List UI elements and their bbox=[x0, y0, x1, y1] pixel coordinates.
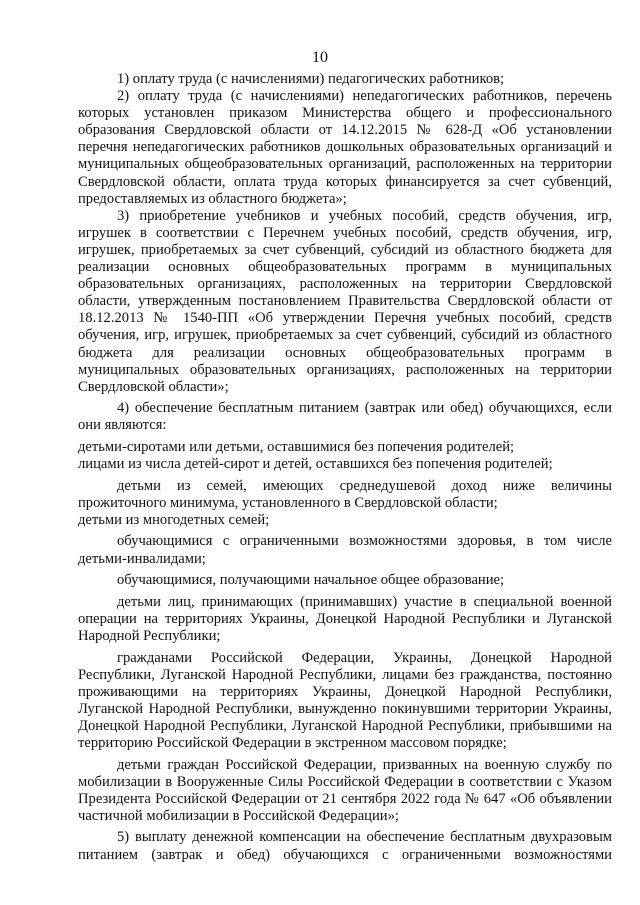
paragraph: детьми граждан Российской Федерации, призванных на военную службу по мобилизации в Вооруженные Силы Российской Федерации в соответствии с Указом Президента Российской Федерации от 21 сентября 2022 года № 647 «Об объявлении частичной мобилизации в Российской Федерации»; bbox=[78, 756, 612, 824]
paragraph: обучающимися, получающими начальное общее образование; bbox=[117, 572, 505, 589]
paragraph: обучающимися с ограниченными возможностями здоровья, в том числе детьми-инвалидами; bbox=[78, 533, 612, 567]
paragraph: гражданами Российской Федерации, Украины, Донецкой Народной Республики, Луганской Народной Республики, лицами без гражданства, постоянно проживающими на территориях Украины, Донецкой Народной Республики, Луганской Народной Республики, вынужденно покинувшими территории Украины, Донецкой Народной Республики, Луганской Народной Республики, прибывшими на территорию Российской Федерации в экстренном массовом порядке; bbox=[78, 649, 612, 751]
paragraph: 4) обеспечение бесплатным питанием (завтрак или обед) обучающихся, если они являются: bbox=[78, 400, 612, 434]
paragraph: 3) приобретение учебников и учебных пособий, средств обучения, игр, игрушек в соответствии с Перечнем учебных пособий, средств обучения, игр, игрушек, приобретаемых за счет субвенций, субсидий из областного бюджета для реализации основных общеобразовательных программ в муниципальных образовательных организациях, расположенных на территории Свердловской области, утвержденным постановлением Правительства Свердловской области от 18.12.2013 № 1540-ПП «Об утверждении Перечня учебных пособий, средств обучения, игр, игрушек, приобретаемых за счет субвенций, субсидий из областного бюджета для реализации основных общеобразовательных программ в муниципальных образовательных организациях, расположенных на территории Свердловской области»; bbox=[78, 207, 612, 395]
paragraph: детьми из семей, имеющих среднедушевой доход ниже величины прожиточного минимума, установленного в Свердловской области; bbox=[78, 477, 612, 511]
paragraph: 2) оплату труда (с начислениями) непедагогических работников, перечень которых установлен приказом Министерства общего и профессионального образования Свердловской области от 14.12.2015 № 628-Д «Об установлении перечня непедагогических работников дошкольных образовательных организаций и муниципальных общеобразовательных организаций, расположенных на территории Свердловской области, оплата труда которых финансируется за счет субвенций, предоставляемых из областного бюджета»; bbox=[78, 88, 612, 207]
page-number: 10 bbox=[312, 49, 328, 66]
document-body bbox=[78, 71, 612, 864]
paragraph: 1) оплату труда (с начислениями) педагогических работников; bbox=[117, 71, 505, 87]
paragraph: 5) выплату денежной компенсации на обеспечение бесплатным двухразовым питанием (завтрак и обед) обучающихся с ограниченными возможностями bbox=[78, 829, 612, 863]
paragraph: лицами из числа детей-сирот и детей, оставшихся без попечения родителей; bbox=[78, 456, 553, 473]
paragraph: детьми-сиротами или детьми, оставшимися без попечения родителей; bbox=[78, 438, 515, 455]
paragraph: детьми лиц, принимающих (принимавших) участие в специальной военной операции на территориях Украины, Донецкой Народной Республики и Луганской Народной Республики; bbox=[78, 593, 612, 644]
paragraph: детьми из многодетных семей; bbox=[78, 511, 270, 528]
